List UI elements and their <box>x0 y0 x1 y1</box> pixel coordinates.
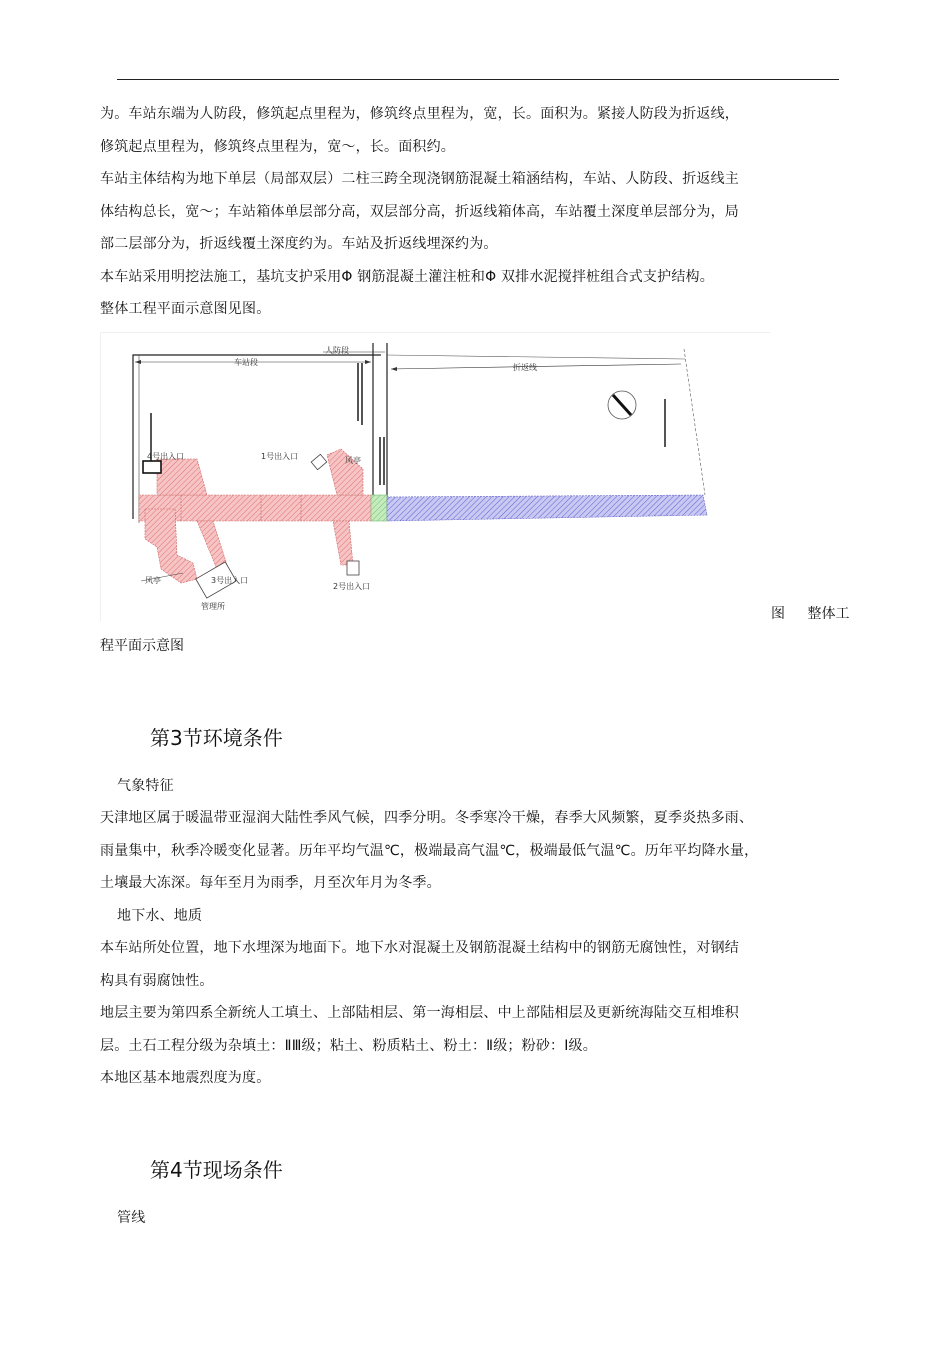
exit-4-label: 4号出入口 <box>147 452 185 461</box>
paragraph-line: 为。车站东端为人防段，修筑起点里程为，修筑终点里程为，宽，长。面积为。紧接人防段为折返线， <box>100 106 739 122</box>
paragraph-line: 土壤最大冻深。每年至月为雨季，月至次年月为冬季。 <box>100 875 441 891</box>
site-plan-figure <box>100 332 770 621</box>
figure-caption-part1: 图 整体工 <box>771 606 850 622</box>
exit-3-label: 3号出入口 <box>211 576 249 585</box>
paragraph-line: 本车站采用明挖法施工，基坑支护采用Φ 钢筋混凝土灌注桩和Φ 双排水泥搅拌桩组合式支护结构。 <box>100 269 714 285</box>
paragraph-line: 层。土石工程分级为杂填土：ⅡⅢ级；粘土、粉质粘土、粉土：Ⅱ级；粉砂：Ⅰ级。 <box>100 1038 597 1054</box>
exit-1-box <box>311 454 327 469</box>
paragraph-line: 构具有弱腐蚀性。 <box>100 973 214 989</box>
section-4-heading: 第4节现场条件 <box>150 1158 283 1182</box>
section-3-heading: 第3节环境条件 <box>150 726 283 750</box>
paragraph-line: 修筑起点里程为，修筑终点里程为，宽～，长。面积约。 <box>100 139 455 155</box>
paragraph-line: 本车站所处位置，地下水埋深为地面下。地下水对混凝土及钢筋混凝土结构中的钢筋无腐蚀性，对钢结 <box>100 940 739 956</box>
air-shaft-1-label: 风亭 <box>345 456 361 465</box>
figure-caption-part2: 程平面示意图 <box>100 638 184 654</box>
header-rule <box>117 79 839 80</box>
air-shaft-2-label: 风亭 <box>145 576 161 585</box>
civil-defense-label: 人防段 <box>325 346 349 355</box>
subheading-pipelines: 管线 <box>117 1210 146 1226</box>
exit-4-box <box>143 461 161 473</box>
turnback-body <box>387 495 707 521</box>
paragraph-line: 本地区基本地震烈度为度。 <box>100 1070 271 1086</box>
station-segment-label: 车站段 <box>234 358 258 367</box>
paragraph-line: 车站主体结构为地下单层（局部双层）二柱三跨全现浇钢筋混凝土箱涵结构，车站、人防段、折返线主 <box>100 171 739 187</box>
paragraph-line: 体结构总长，宽～；车站箱体单层部分高，双层部分高，折返线箱体高，车站覆土深度单层部分为，局 <box>100 204 739 220</box>
management-building-label: 管理所 <box>201 602 225 611</box>
paragraph-line: 天津地区属于暖温带亚湿润大陆性季风气候，四季分明。冬季寒冷干燥，春季大风频繁，夏季炎热多雨、 <box>100 810 754 826</box>
paragraph-line: 整体工程平面示意图见图。 <box>100 301 271 317</box>
site-plan-drawing <box>101 333 770 621</box>
paragraph-line: 部二层部分为，折返线覆土深度约为。车站及折返线埋深约为。 <box>100 236 498 252</box>
paragraph-line: 地层主要为第四系全新统人工填土、上部陆相层、第一海相层、中上部陆相层及更新统海陆交互相堆积 <box>100 1005 739 1021</box>
subheading-weather: 气象特征 <box>117 778 174 794</box>
subheading-groundwater: 地下水、地质 <box>117 908 203 924</box>
civil-defense-body <box>371 495 387 521</box>
exit-2-label: 2号出入口 <box>333 582 371 591</box>
exit-1-label: 1号出入口 <box>261 452 299 461</box>
turnback-line-label: 折返线 <box>513 363 537 372</box>
exit-2-box <box>347 561 359 575</box>
paragraph-line: 雨量集中，秋季冷暖变化显著。历年平均气温℃，极端最高气温℃，极端最低气温℃。历年平均降水量， <box>100 843 759 859</box>
